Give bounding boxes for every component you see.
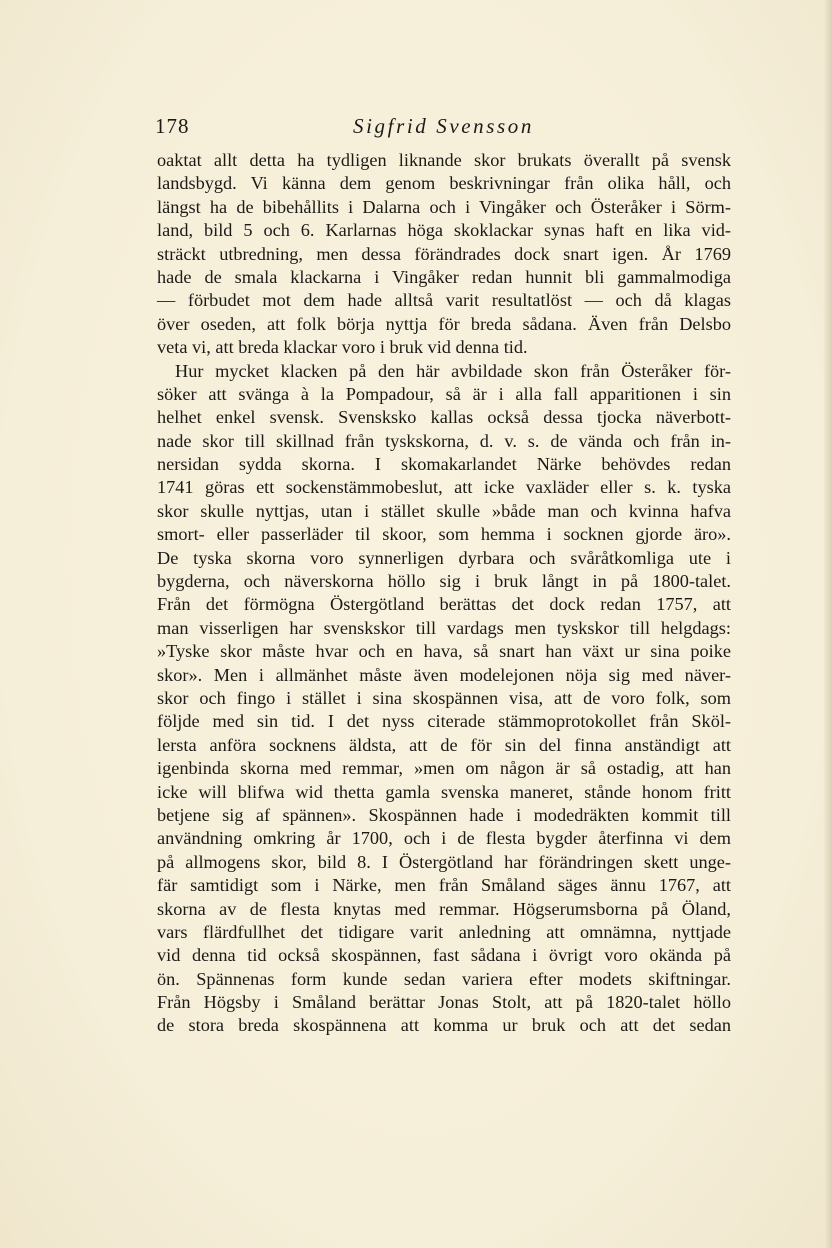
- text-line: smort- eller passerläder til skoor, som hemma i socknen gjorde äro».: [157, 524, 731, 545]
- page-number: 178: [155, 114, 190, 138]
- text-line: på allmogens skor, bild 8. I Östergötland har förändringen skett unge-: [157, 851, 731, 872]
- text-line: sträckt utbredning, men dessa förändrades dock snart igen. År 1769: [157, 243, 731, 264]
- text-line: vars flärdfullhet det tidigare varit anledning att omnämna, nyttjade: [157, 921, 731, 942]
- text-line: vid denna tid också skospännen, fast sådana i övrigt voro okända på: [157, 945, 731, 966]
- text-line: längst ha de bibehållits i Dalarna och i Vingåker och Österåker i Sörm-: [157, 196, 731, 217]
- paragraph-end-line: veta vi, att breda klackar voro i bruk vid denna tid.: [157, 337, 528, 358]
- text-line: icke will blifwa wid thetta gamla svenska maneret, stånde honom fritt: [157, 781, 731, 802]
- text-line: skorna av de flesta knytas med remmar. Högserumsborna på Öland,: [157, 898, 731, 919]
- text-line: »Tyske skor måste hvar och en hava, så snart han växt ur sina poike: [157, 641, 731, 662]
- text-line: land, bild 5 och 6. Karlarnas höga skoklackar synas haft en lika vid-: [157, 220, 731, 241]
- text-line: landsbygd. Vi känna dem genom beskrivningar från olika håll, och: [157, 173, 731, 194]
- text-line: Från det förmögna Östergötland berättas det dock redan 1757, att: [157, 594, 731, 615]
- text-line: nersidan sydda skorna. I skomakarlandet Närke behövdes redan: [157, 454, 731, 475]
- text-line: hade de smala klackarna i Vingåker redan hunnit bli gammalmodiga: [157, 266, 731, 287]
- text-line: de stora breda skospännena att komma ur bruk och att det sedan: [157, 1015, 731, 1036]
- text-line: betjene sig af spännen». Skospännen hade i modedräkten kommit till: [157, 804, 731, 825]
- text-line: skor». Men i allmänhet måste även modelejonen nöja sig med näver-: [157, 664, 731, 685]
- text-line: skor och fingo i stället i sina skospännen visa, att de voro folk, som: [157, 687, 731, 708]
- paragraph-start-line: Hur mycket klacken på den här avbildade skon från Österåker för-: [175, 360, 731, 381]
- text-line: 1741 göras ett sockenstämmobeslut, att icke vaxläder eller s. k. tyska: [157, 477, 731, 498]
- page-edge-shadow: [824, 0, 832, 1248]
- text-line: fär samtidigt som i Närke, men från Småland säges ännu 1767, att: [157, 875, 731, 896]
- text-line: skor skulle nyttjas, utan i stället skulle »både man och kvinna hafva: [157, 500, 731, 521]
- text-line: söker att svänga à la Pompadour, så är i alla fall apparitionen i sin: [157, 383, 731, 404]
- text-line: bygderna, och näverskorna höllo sig i bruk långt in på 1800-talet.: [157, 571, 731, 592]
- text-line: igenbinda skorna med remmar, »men om någon är så ostadig, att han: [157, 758, 731, 779]
- running-head: [155, 114, 730, 144]
- text-line: Från Högsby i Småland berättar Jonas Stolt, att på 1820-talet höllo: [157, 992, 731, 1013]
- body-text: [157, 149, 731, 1038]
- text-line: oaktat allt detta ha tydligen liknande skor brukats överallt på svensk: [157, 150, 731, 170]
- text-line: användning omkring år 1700, och i de flesta bygder återfinna vi dem: [157, 828, 731, 849]
- running-head-author: Sigfrid Svensson: [353, 114, 535, 138]
- text-line: över oseden, att folk börja nyttja för breda sådana. Även från Delsbo: [157, 313, 731, 334]
- text-line: följde med sin tid. I det nyss citerade stämmoprotokollet från Sköl-: [157, 711, 731, 732]
- text-line: helhet enkel svensk. Svensksko kallas också dessa tjocka näverbott-: [157, 407, 731, 428]
- text-line: man visserligen har svenskskor till vardags men tyskskor till helgdags:: [157, 617, 731, 638]
- text-line: De tyska skorna voro synnerligen dyrbara och svåråtkomliga ute i: [157, 547, 731, 568]
- text-line: nade skor till skillnad från tyskskorna, d. v. s. de vända och från in-: [157, 430, 731, 451]
- text-line: lersta anföra socknens äldsta, att de för sin del finna anständigt att: [157, 734, 731, 755]
- text-line: — förbudet mot dem hade alltså varit resultatlöst — och då klagas: [157, 290, 731, 311]
- text-line: ön. Spännenas form kunde sedan variera efter modets skiftningar.: [157, 968, 731, 989]
